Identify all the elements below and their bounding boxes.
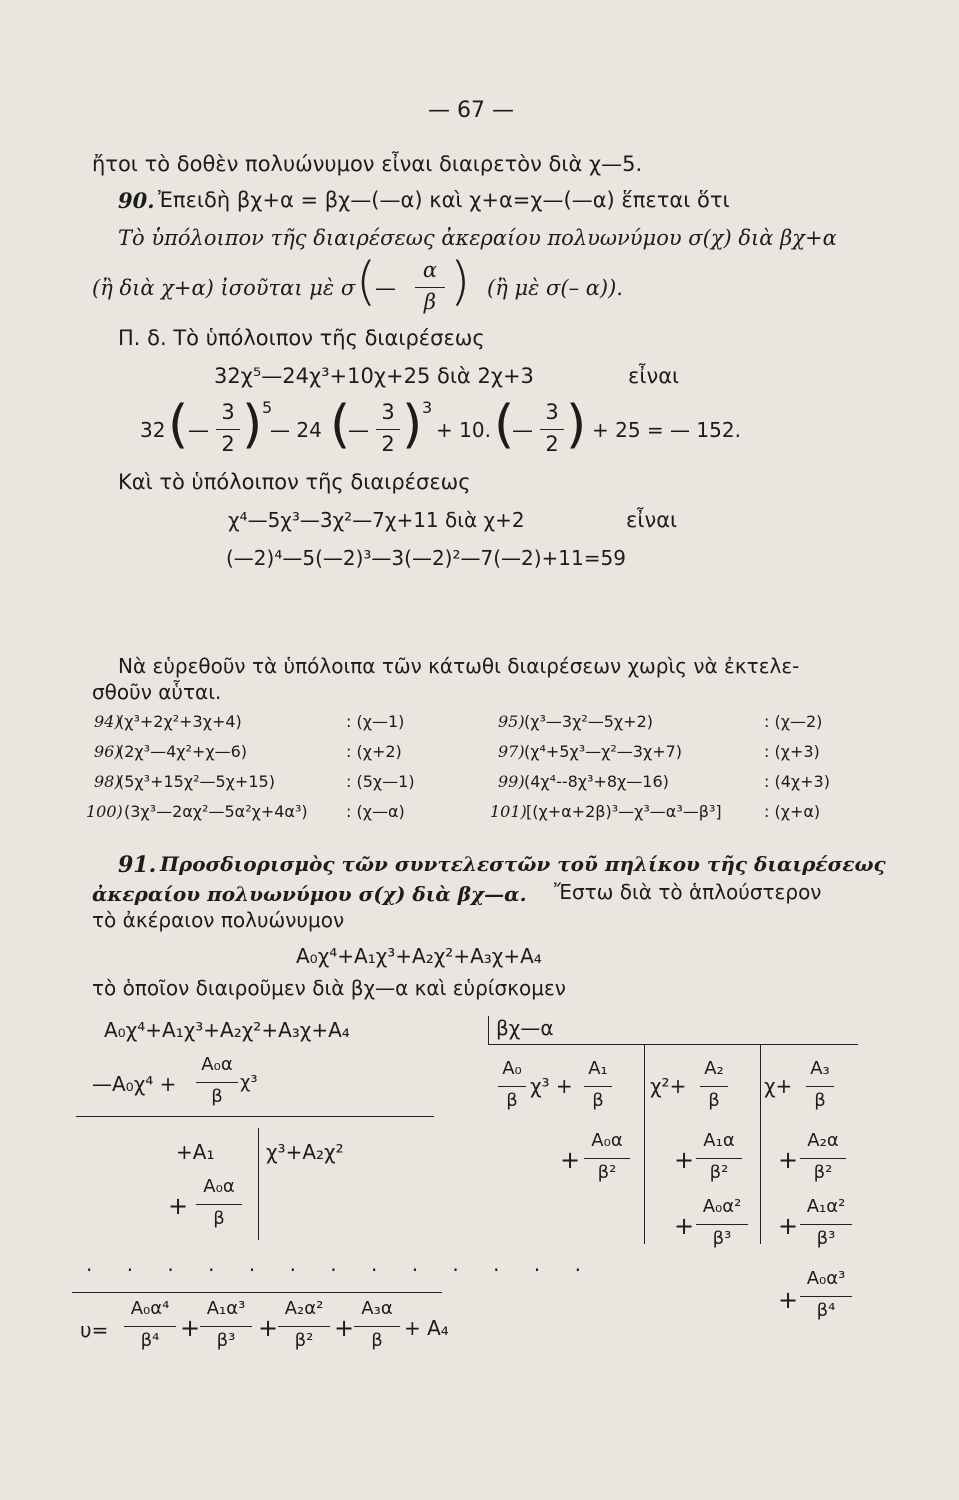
quotient-bar <box>800 1224 852 1225</box>
quotient-x: χ+ <box>764 1074 793 1098</box>
text-line-2: Ἐπειδὴ βχ+α = βχ—(—α) καὶ χ+α=χ—(—α) ἕπεται ὅτι <box>158 188 730 212</box>
dividend: A₀χ⁴+A₁χ³+A₂χ²+A₃χ+A₄ <box>104 1018 350 1042</box>
exercise-expression: (χ³—3χ²—5χ+2) <box>524 712 653 731</box>
text-line-6b: εἶναι <box>628 364 680 388</box>
text-line-3: Τὸ ὑπόλοιπον τῆς διαιρέσεως ἀκεραίου πολυωνύμου σ(χ) διὰ βχ+α <box>118 226 837 250</box>
final-term-num: A₂α² <box>284 1298 324 1319</box>
exp-5: 5 <box>262 398 273 417</box>
plus-sign: + <box>778 1286 799 1314</box>
exercise-divisor: : (4χ+3) <box>764 772 830 791</box>
quotient-den: β² <box>813 1162 833 1183</box>
minus-3: — <box>512 418 533 442</box>
den-1: 2 <box>221 432 235 456</box>
final-term-bar <box>278 1326 330 1327</box>
final-term-num: A₁α³ <box>206 1298 246 1319</box>
subtract-1-left: —A₀χ⁴ + <box>92 1072 177 1096</box>
quotient-den: β <box>708 1090 720 1111</box>
quotient-den: β <box>592 1090 604 1111</box>
exercise-number: 99) <box>498 772 525 791</box>
exercise-number: 97) <box>498 742 525 761</box>
quotient-bar <box>806 1086 834 1087</box>
quotient-num: A₀ <box>502 1058 522 1079</box>
paren-left: ( <box>356 252 377 312</box>
text-line-4a: (ἢ διὰ χ+α) ἰσοῦται μὲ σ <box>92 276 356 300</box>
remainder-2-den: β <box>213 1208 225 1229</box>
remainder-1b: χ³+A₂χ² <box>266 1140 344 1164</box>
line7-end: + 25 = — 152. <box>592 418 741 442</box>
exercise-number: 98) <box>94 772 121 791</box>
bar-2 <box>376 429 400 430</box>
quotient-bar <box>498 1086 526 1087</box>
minus-1: — <box>188 418 209 442</box>
quotient-den: β⁴ <box>816 1300 836 1321</box>
quotient-bar <box>696 1158 742 1159</box>
quotient-bar <box>800 1158 846 1159</box>
final-term-bar <box>354 1326 400 1327</box>
exp-3: 3 <box>422 398 433 417</box>
exercise-divisor: : (χ+3) <box>764 742 820 761</box>
bar-1 <box>216 429 240 430</box>
text-line-12: σθοῦν αὗται. <box>92 680 222 704</box>
dotted-line: . . . . . . . . . . . . . <box>86 1252 595 1276</box>
quotient-den: β² <box>709 1162 729 1183</box>
subtract-1-num: A₀α <box>201 1054 233 1075</box>
text-line-9b: εἶναι <box>626 508 678 532</box>
exercise-expression: [(χ+α+2β)³—χ³—α³—β³] <box>526 802 722 821</box>
fraction-denominator: β <box>423 290 437 314</box>
quotient-num: A₁α <box>703 1130 735 1151</box>
exercise-number: 95) <box>498 712 525 731</box>
paragraph-number-91: 91. <box>118 852 157 878</box>
final-term-bar <box>124 1326 176 1327</box>
final-term-den: β⁴ <box>140 1330 160 1351</box>
num-3: 3 <box>545 400 559 424</box>
num-2: 3 <box>381 400 395 424</box>
exercise-divisor: : (χ—2) <box>764 712 823 731</box>
final-term-num: A₃α <box>361 1298 393 1319</box>
den-3: 2 <box>545 432 559 456</box>
final-term-den: β <box>371 1330 383 1351</box>
subtract-1-bar <box>196 1082 238 1083</box>
text-line-6a: 32χ⁵—24χ³+10χ+25 διὰ 2χ+3 <box>214 364 534 388</box>
final-rule <box>72 1292 442 1293</box>
quotient-num: A₂ <box>704 1058 724 1079</box>
exercise-number: 94) <box>94 712 121 731</box>
fraction-bar <box>415 287 445 288</box>
quotient-bar <box>584 1086 612 1087</box>
section-text-2: Ἔστω διὰ τὸ ἁπλούστερον <box>554 880 822 904</box>
section-title-1: Προσδιορισμὸς τῶν συντελεστῶν τοῦ πηλίκου τῆς διαιρέσεως <box>160 852 886 876</box>
subtract-1-den: β <box>211 1086 223 1107</box>
paren-right: ) <box>450 252 471 312</box>
exercise-number: 101) <box>490 802 527 821</box>
final-term-bar <box>200 1326 252 1327</box>
section-text-3: τὸ ἀκέραιον πολυώνυμον <box>92 908 345 932</box>
exercise-expression: (4χ⁴--8χ³+8χ—16) <box>524 772 669 791</box>
bar-3 <box>540 429 564 430</box>
quotient-x: χ²+ <box>650 1074 687 1098</box>
text-line-10: (—2)⁴—5(—2)³—3(—2)²—7(—2)+11=59 <box>226 546 626 570</box>
plus-sign: + <box>778 1212 799 1240</box>
remainder-1a: +A₁ <box>176 1140 215 1164</box>
paren-left-1: ( <box>168 395 189 455</box>
final-last-term: + A₄ <box>404 1316 449 1340</box>
quotient-den: β³ <box>816 1228 836 1249</box>
quotient-bar <box>584 1158 630 1159</box>
quotient-divider <box>760 1044 761 1244</box>
divisor-underline <box>488 1044 858 1045</box>
partial-divider <box>258 1128 259 1240</box>
text-line-5: Π. δ. Τὸ ὑπόλοιπον τῆς διαιρέσεως <box>118 326 485 350</box>
page-number: — 67 — <box>428 98 514 123</box>
section-text-4: τὸ ὁποῖον διαιροῦμεν διὰ βχ—α καὶ εὑρίσκομεν <box>92 976 566 1000</box>
exercise-expression: (3χ³—2αχ²—5α²χ+4α³) <box>124 802 308 821</box>
paren-left-2: ( <box>330 395 351 455</box>
final-term-den: β³ <box>216 1330 236 1351</box>
fraction-numerator: α <box>422 258 438 282</box>
quotient-divider <box>644 1044 645 1244</box>
exercise-expression: (5χ³+15χ²—5χ+15) <box>118 772 275 791</box>
text-line-11: Νὰ εὑρεθοῦν τὰ ὑπόλοιπα τῶν κάτωθι διαιρέσεων χωρὶς νὰ ἐκτελε- <box>118 654 800 678</box>
remainder-label: υ= <box>80 1318 109 1342</box>
divisor-vertical-line <box>488 1016 489 1044</box>
paren-right-3: ) <box>566 395 587 455</box>
paren-left-3: ( <box>494 395 515 455</box>
quotient-num: A₀α³ <box>806 1268 846 1289</box>
quotient-num: A₀α² <box>702 1196 742 1217</box>
final-term-den: β² <box>294 1330 314 1351</box>
remainder-2-plus: + <box>168 1192 189 1220</box>
text-line-4b: (ἢ μὲ σ(– α)). <box>487 276 623 300</box>
remainder-2-num: A₀α <box>203 1176 235 1197</box>
quotient-den: β <box>814 1090 826 1111</box>
quotient-x: χ³ + <box>530 1074 573 1098</box>
den-2: 2 <box>381 432 395 456</box>
plus-sign: + <box>334 1314 355 1342</box>
quotient-num: A₂α <box>807 1130 839 1151</box>
paren-right-2: ) <box>402 395 423 455</box>
quotient-num: A₁α² <box>806 1196 846 1217</box>
quotient-bar <box>800 1296 852 1297</box>
exercise-number: 100) <box>86 802 123 821</box>
quotient-bar <box>700 1086 728 1087</box>
quotient-num: A₁ <box>588 1058 608 1079</box>
subtract-1-right: χ³ <box>240 1072 258 1093</box>
quotient-bar <box>696 1224 748 1225</box>
exercise-divisor: : (χ+2) <box>346 742 402 761</box>
plus-sign: + <box>560 1146 581 1174</box>
remainder-2-bar <box>196 1204 242 1205</box>
paren-right-1: ) <box>242 395 263 455</box>
final-term-num: A₀α⁴ <box>130 1298 170 1319</box>
section-title-2: ἀκεραίου πολυωνύμου σ(χ) διὰ βχ—α. <box>92 882 527 906</box>
polynomial: A₀χ⁴+A₁χ³+A₂χ²+A₃χ+A₄ <box>296 944 542 968</box>
plus-sign: + <box>778 1146 799 1174</box>
paragraph-number-90: 90. <box>118 188 155 213</box>
text-line-1: ἤτοι τὸ δοθὲν πολυώνυμον εἶναι διαιρετὸν διὰ χ—5. <box>92 152 643 176</box>
minus-sign: — <box>375 276 396 300</box>
plus-sign: + <box>674 1146 695 1174</box>
exercise-expression: (2χ³—4χ²+χ—6) <box>118 742 247 761</box>
coef-32: 32 <box>140 418 166 442</box>
minus-2: — <box>348 418 369 442</box>
text-line-8: Καὶ τὸ ὑπόλοιπον τῆς διαιρέσεως <box>118 470 471 494</box>
quotient-den: β <box>506 1090 518 1111</box>
exercise-divisor: : (χ—α) <box>346 802 405 821</box>
coef-10: + 10. <box>436 418 491 442</box>
exercise-number: 96) <box>94 742 121 761</box>
text-line-9a: χ⁴—5χ³—3χ²—7χ+11 διὰ χ+2 <box>228 508 525 532</box>
quotient-den: β² <box>597 1162 617 1183</box>
exercise-divisor: : (χ+α) <box>764 802 821 821</box>
quotient-den: β³ <box>712 1228 732 1249</box>
exercise-divisor: : (5χ—1) <box>346 772 415 791</box>
exercise-expression: (χ⁴+5χ³—χ²—3χ+7) <box>524 742 683 761</box>
divisor: βχ—α <box>496 1016 554 1040</box>
plus-sign: + <box>258 1314 279 1342</box>
quotient-num: A₀α <box>591 1130 623 1151</box>
plus-sign: + <box>180 1314 201 1342</box>
num-1: 3 <box>221 400 235 424</box>
subtraction-rule-1 <box>76 1116 434 1117</box>
plus-sign: + <box>674 1212 695 1240</box>
exercise-divisor: : (χ—1) <box>346 712 405 731</box>
coef-24: — 24 <box>270 418 322 442</box>
quotient-num: A₃ <box>810 1058 830 1079</box>
exercise-expression: (χ³+2χ²+3χ+4) <box>118 712 242 731</box>
